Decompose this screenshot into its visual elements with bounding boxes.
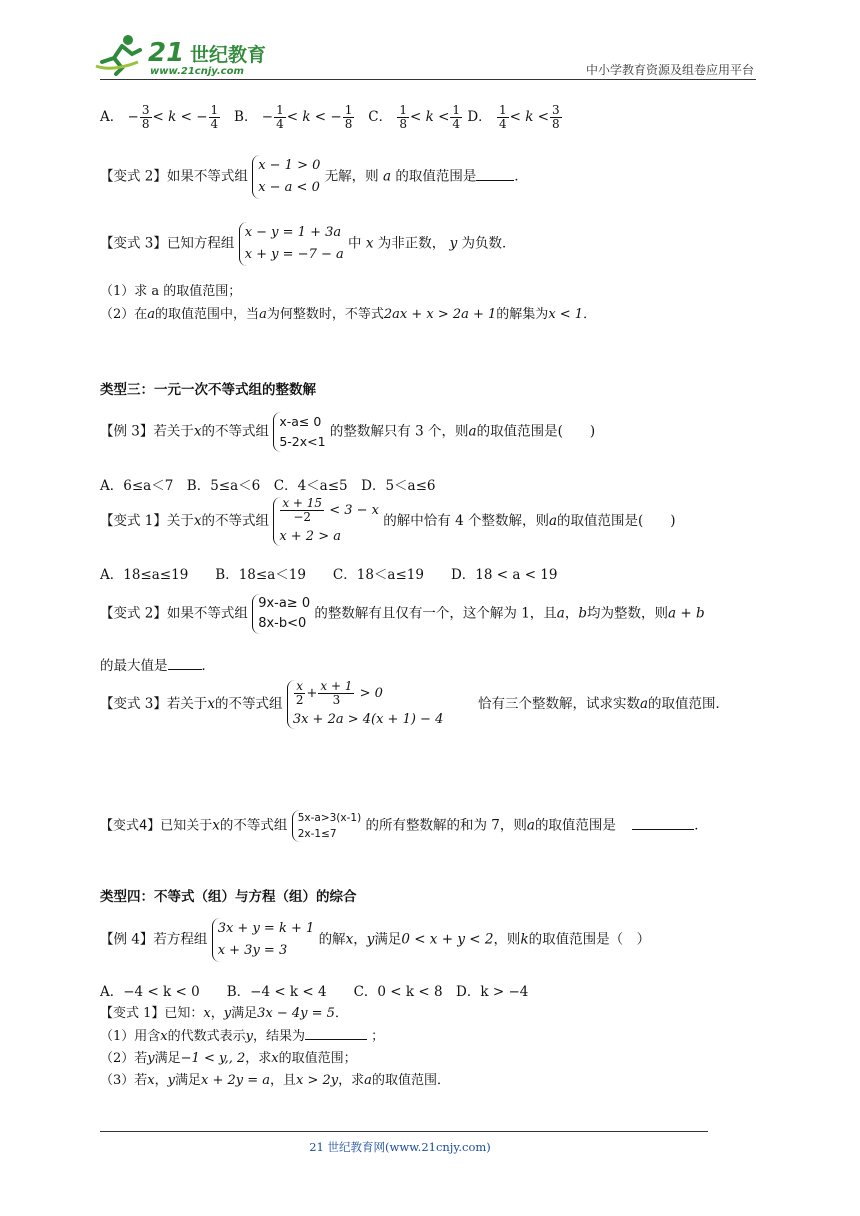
variant3-a: 【变式 3】已知方程组 x − y = 1 + 3a x + y = −7 − a 中 x 为非正数， y 为负数．	[100, 222, 516, 266]
footer-divider	[100, 1131, 708, 1132]
system-brace: 3x + y = k + 1 x + 3y = 3	[212, 918, 315, 962]
variant2-a-label: 【变式 2】如果不等式组	[100, 168, 248, 185]
example4: 【例 4】若方程组 3x + y = k + 1 x + 3y = 3 的解x，y满足0 < x + y < 2，则k的取值范围是（ ）	[100, 918, 650, 962]
variant2-a-tail: 无解，则	[324, 168, 379, 185]
variant3-a-q2: （2）在a的取值范围中，当a为何整数时，不等式2ax + x > 2a + 1的解集为x < 1．	[100, 307, 597, 322]
variant1-type4-q3: （3）若x，y满足x + 2y = a，且x > 2y，求a的取值范围．	[100, 1073, 450, 1088]
system-brace: x − y = 1 + 3a x + y = −7 − a	[239, 222, 344, 266]
variant2-a-tail2: 的取值范围是	[395, 168, 477, 185]
variant2-line2: 的最大值是 ．	[100, 658, 215, 674]
system-brace: $\frac{x + 15}{-2}$ < 3 − x x + 2 > a	[273, 497, 379, 546]
variant1-options: A．18≤a≤19 B．18≤a＜19 C．18＜a≤19 D．18 < a < 19	[100, 567, 558, 583]
variant4-type3: 【变式4】已知关于x的不等式组 5x-a>3(x-1) 2x-1≤7 的所有整数解的和为 7，则a的取值范围是 ．	[100, 812, 708, 840]
system-brace: x − 1 > 0 x − a < 0	[252, 155, 320, 199]
variant2-a: 【变式 2】如果不等式组 x − 1 > 0 x − a < 0 无解，则 a 的取值范围是 ．	[100, 155, 528, 199]
variant2-type3: 【变式 2】如果不等式组 9x-a≥ 0 8x-b<0 的整数解有且仅有一个，这个解为 1，且a，b均为整数，则a + b	[100, 594, 705, 634]
variant3-type3: 【变式 3】若关于x的不等式组 $\frac{x}{2}$ + $\frac{x + 1}{3}$ > 0 3x + 2a > 4(x + 1) − 4 恰有三个整数解，试求实数a的取值范围．	[100, 679, 730, 727]
logo-text: 世纪教育	[190, 44, 267, 66]
logo-number: 21	[148, 38, 185, 68]
variant3-a-label: 【变式 3】已知方程组	[100, 235, 235, 252]
options-line-top: A． − $\frac{3}{8}$ < k < − $\frac{1}{4}$ B． − $\frac{1}{4}$ < k < − $\frac{1}{8}$ C． $\frac{1}{8}$ < k < $\frac{1}{4}$ D． $\frac{1}{4}$ < k < $\frac{3}{8}$	[100, 103, 560, 131]
example3: 【例 3】若关于x的不等式组 x-a≤ 0 5-2x<1 的整数解只有 3 个，则a的取值范围是( )	[100, 412, 595, 452]
footer-text[interactable]: 21 世纪教育网(www.21cnjy.com)	[309, 1140, 491, 1154]
header-divider	[100, 79, 756, 80]
header-title: 中小学教育资源及组卷应用平台	[585, 63, 754, 77]
example3-options: A．6≤a＜7 B．5≤a＜6 C．4＜a≤5 D．5＜a≤6	[100, 478, 436, 494]
option-a-label: A．	[100, 109, 124, 125]
variant3-a-q1: （1）求 a 的取值范围；	[100, 284, 242, 299]
variant1-type4-q2: （2）若y满足−1 < y,, 2，求x的取值范围；	[100, 1051, 357, 1066]
example4-options: A．−4 < k < 0 B．−4 < k < 4 C．0 < k < 8 D．k > −4	[100, 984, 529, 1000]
option-d-label: D．	[467, 109, 492, 125]
logo-url: www.21cnjy.com	[150, 66, 244, 77]
system-brace: x-a≤ 0 5-2x<1	[273, 412, 325, 452]
section-title-type4: 类型四：不等式（组）与方程（组）的综合	[100, 889, 357, 905]
option-c-label: C．	[368, 109, 393, 125]
var-a: a	[382, 168, 392, 185]
variant1-type4-q1: （1）用含x的代数式表示y，结果为 ；	[100, 1029, 385, 1044]
system-brace: $\frac{x}{2}$ + $\frac{x + 1}{3}$ > 0 3x + 2a > 4(x + 1) − 4	[287, 680, 444, 729]
system-brace: 5x-a>3(x-1) 2x-1≤7	[292, 810, 361, 842]
system-brace: 9x-a≥ 0 8x-b<0	[252, 594, 310, 634]
option-b-label: B．	[234, 109, 258, 125]
variant1-type3: 【变式 1】关于x的不等式组 $\frac{x + 15}{-2}$ < 3 − x x + 2 > a 的解中恰有 4 个整数解，则a的取值范围是( )	[100, 496, 676, 544]
section-title-type3: 类型三：一元一次不等式组的整数解	[100, 382, 316, 398]
variant1-type4: 【变式 1】已知：x，y满足3x − 4y = 5．	[100, 1006, 348, 1021]
